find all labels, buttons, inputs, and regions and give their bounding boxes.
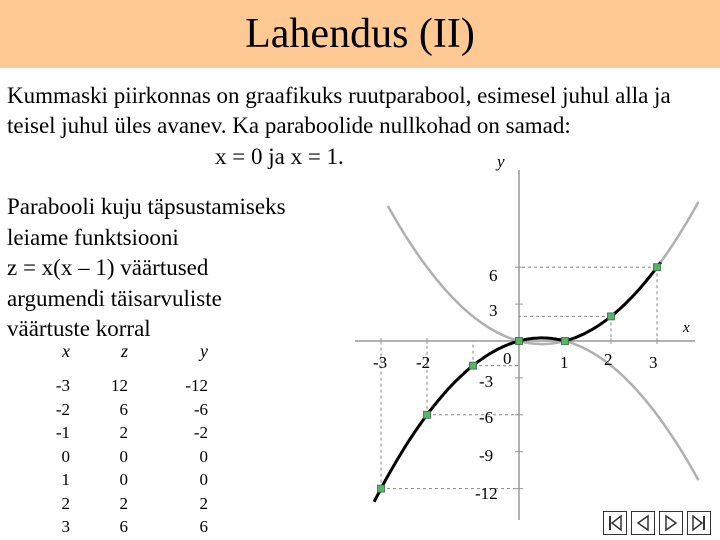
description-line-4: argumendi täisarvuliste [7,285,222,311]
y-tick-label: 3 [489,301,498,320]
table-cell: 6 [199,517,208,536]
y-axis-label: y [497,152,505,171]
data-point [424,411,431,418]
table-cell: 2 [119,423,128,442]
description-line-2: leiame funktsiooni [7,224,179,250]
table-cell: 2 [199,493,208,513]
x-tick-label: 3 [649,353,658,372]
table-cell: -2 [55,399,70,419]
table-cell: 6 [119,399,128,419]
x-tick-label: 0 [503,349,512,368]
data-point [562,338,569,345]
data-point [654,264,661,271]
x-tick-label: -3 [373,353,388,372]
x-tick-label: 2 [604,350,613,369]
y-tick-label: -6 [479,408,494,427]
table-cell: 6 [119,517,128,536]
description-line-1: Parabooli kuju täpsustamiseks [7,194,286,219]
data-point [470,362,477,369]
table-cell: 0 [199,446,208,466]
zeros-formula: x = 0 ja x = 1. [215,144,344,169]
table-cell: 1 [61,470,70,489]
last-slide-icon [688,512,710,534]
x-axis-label: x [683,320,690,336]
first-slide-button[interactable] [603,511,627,535]
y-tick-label: 6 [489,266,498,285]
data-point [608,313,615,320]
intro-line-2: teisel juhul üles avanev. Ka paraboolide nullkohad on samad: [7,113,571,138]
data-point [378,485,385,492]
y-tick-label: -12 [475,484,498,503]
table-cell: 0 [61,446,70,466]
y-tick-label: -3 [479,372,494,391]
previous-slide-icon [632,512,654,534]
table-cell: 12 [111,376,128,395]
table-cell: 0 [199,470,208,489]
next-slide-button[interactable] [659,511,683,535]
description-line-5: väärtuste korral [7,316,151,341]
table-cell: -2 [193,423,208,442]
intro-line-1: Kummaski piirkonnas on graafikuks ruutparabool, esimesel juhul alla ja [7,83,671,108]
table-cell: 0 [119,470,128,489]
table-header-x: x [62,341,70,361]
table-cell: -1 [55,423,70,442]
table-cell: 0 [119,446,128,466]
description-line-3: z = x(x – 1) väärtused [7,255,209,280]
last-slide-button[interactable] [687,511,711,535]
y-tick-label: -9 [479,446,494,465]
x-tick-label: 1 [560,353,569,372]
table-cell: -6 [193,399,208,419]
table-cell: 2 [119,493,128,513]
previous-slide-button[interactable] [631,511,655,535]
x-tick-label: -2 [416,353,431,372]
table-cell: -3 [55,376,70,395]
function-curve [374,262,661,502]
table-cell: 3 [61,517,70,536]
table-cell: 2 [61,493,70,513]
data-point [516,338,523,345]
table-header-y: y [200,341,208,361]
first-slide-icon [604,512,626,534]
table-header-z: z [120,341,128,361]
slide-title: Lahendus (II) [245,11,475,57]
table-cell: -12 [185,376,208,395]
next-slide-icon [660,512,682,534]
